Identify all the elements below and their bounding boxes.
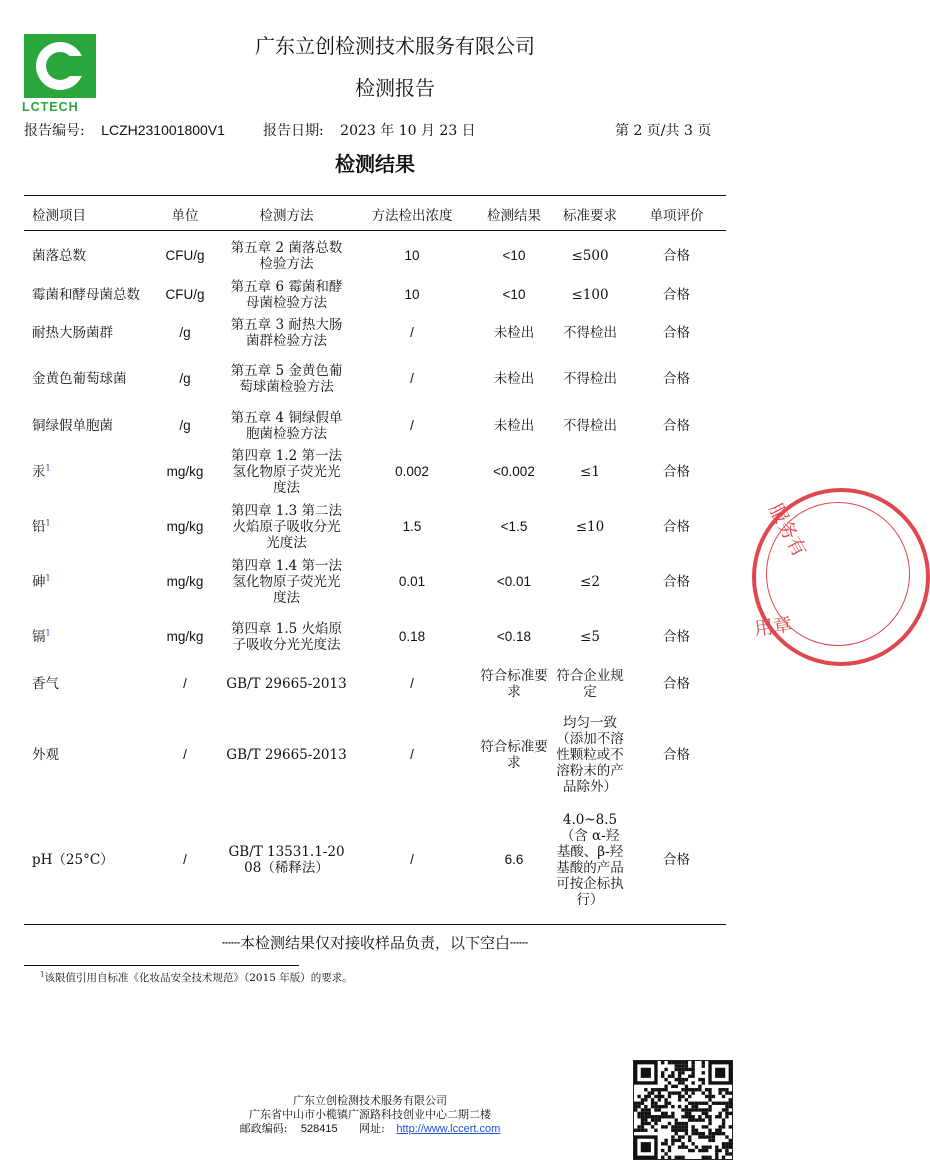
standard-cell: ≤1 bbox=[580, 463, 600, 480]
item-name: pH（25°C） bbox=[32, 851, 114, 868]
footnote-ref: 1 bbox=[45, 573, 51, 582]
unit-cell: / bbox=[183, 747, 187, 762]
lod-cell: / bbox=[410, 851, 414, 867]
lod-cell: 0.002 bbox=[395, 463, 429, 479]
method-cell: 第五章 3 耐热大肠菌群检验方法 bbox=[230, 316, 343, 349]
standard-cell: 不得检出 bbox=[563, 371, 617, 387]
method-cell: GB/T 29665-2013 bbox=[226, 747, 347, 763]
standard-cell: 不得检出 bbox=[563, 324, 617, 341]
item-name: 铅 bbox=[32, 518, 46, 535]
verdict-cell: 合格 bbox=[663, 573, 690, 590]
result-cell: 未检出 bbox=[493, 417, 535, 433]
method-cell: GB/T 29665-2013 bbox=[226, 675, 347, 692]
lod-cell: 10 bbox=[404, 286, 420, 302]
item-cell bbox=[24, 407, 146, 444]
header-result: 检测结果 bbox=[487, 207, 541, 224]
verdict-cell: 合格 bbox=[663, 518, 690, 535]
table-row bbox=[24, 664, 726, 703]
result-cell: <0.18 bbox=[496, 628, 532, 644]
result-cell: 未检出 bbox=[493, 324, 535, 340]
footer-contact bbox=[0, 1120, 740, 1136]
verdict-cell: 合格 bbox=[663, 247, 690, 264]
website-link[interactable]: http://www.lccert.com bbox=[396, 1123, 501, 1135]
item-cell bbox=[24, 444, 146, 499]
header-standard: 标准要求 bbox=[563, 207, 617, 224]
header-unit: 单位 bbox=[171, 207, 199, 224]
unit-cell: /g bbox=[179, 324, 191, 340]
footnote-ref: 1 bbox=[45, 628, 51, 637]
standard-cell: ≤10 bbox=[575, 518, 605, 535]
report-date-label: 报告日期: bbox=[263, 123, 324, 139]
unit-cell: CFU/g bbox=[165, 286, 205, 302]
table-row bbox=[24, 499, 726, 554]
result-cell: 未检出 bbox=[493, 371, 535, 386]
postcode-label: 邮政编码: bbox=[239, 1122, 288, 1135]
end-note: ┄┄本检测结果仅对接收样品负责，以下空白┄┄ bbox=[221, 934, 529, 952]
footer-company: 广东立创检测技术服务有限公司 bbox=[293, 1094, 447, 1107]
table-top-rule bbox=[24, 195, 726, 196]
official-stamp bbox=[752, 488, 930, 666]
result-cell: <10 bbox=[502, 247, 526, 263]
result-cell: 6.6 bbox=[504, 851, 524, 867]
table-row bbox=[24, 236, 726, 275]
header-method: 检测方法 bbox=[259, 207, 314, 224]
unit-cell: / bbox=[183, 851, 187, 867]
item-cell bbox=[24, 351, 146, 407]
standard-cell: 符合企业规定 bbox=[556, 667, 624, 700]
item-name: 耐热大肠菌群 bbox=[32, 324, 113, 341]
method-cell: 第五章 4 铜绿假单胞菌检验方法 bbox=[230, 409, 343, 442]
standard-cell: 均匀一致（添加不溶性颗粒或不溶粉末的产品除外） bbox=[556, 715, 624, 795]
method-cell: 第五章 5 金黄色葡萄球菌检验方法 bbox=[230, 363, 343, 395]
unit-cell: mg/kg bbox=[166, 573, 204, 589]
item-cell bbox=[24, 807, 146, 912]
unit-cell: mg/kg bbox=[166, 628, 204, 644]
standard-cell: 4.0~8.5（含 α-羟基酸、β-羟基酸的产品可按企标执行） bbox=[556, 811, 624, 908]
standard-cell: ≤2 bbox=[580, 573, 600, 590]
section-title: 检测结果 bbox=[335, 152, 415, 176]
results-table bbox=[24, 200, 726, 912]
lod-cell: / bbox=[410, 371, 414, 386]
document-title: 检测报告 bbox=[355, 76, 435, 100]
item-cell bbox=[24, 499, 146, 554]
website-label: 网址: bbox=[359, 1122, 385, 1135]
verdict-cell: 合格 bbox=[663, 675, 690, 692]
registered-mark: ® bbox=[87, 34, 96, 44]
item-cell bbox=[24, 275, 146, 314]
method-cell: 第五章 6 霉菌和酵母菌检验方法 bbox=[230, 278, 343, 311]
report-number-label: 报告编号: bbox=[24, 123, 85, 139]
table-row bbox=[24, 275, 726, 314]
footer-address: 广东省中山市小榄镇广源路科技创业中心二期二楼 bbox=[249, 1108, 491, 1121]
verdict-cell: 合格 bbox=[663, 286, 690, 303]
item-cell bbox=[24, 703, 146, 807]
verdict-cell: 合格 bbox=[663, 463, 690, 480]
table-row bbox=[24, 703, 726, 807]
verdict-cell: 合格 bbox=[663, 747, 690, 763]
result-cell: <1.5 bbox=[500, 518, 528, 534]
report-number bbox=[24, 120, 225, 140]
footnote-marker: 1 bbox=[40, 970, 45, 979]
result-cell: <0.002 bbox=[493, 463, 535, 479]
stamp-text-bottom: 用章 bbox=[752, 613, 794, 641]
unit-cell: /g bbox=[179, 371, 191, 386]
qr-code-icon bbox=[633, 1060, 733, 1160]
verdict-cell: 合格 bbox=[663, 371, 690, 387]
footnote-ref: 1 bbox=[45, 518, 51, 527]
standard-cell: ≤500 bbox=[571, 247, 609, 264]
header-verdict: 单项评价 bbox=[649, 207, 704, 224]
lod-cell: 10 bbox=[404, 247, 420, 263]
page-number: 第 2 页/共 3 页 bbox=[615, 123, 712, 139]
footnote-text: 该限值引用自标准《化妆品安全技术规范》（2015 年版）的要求。 bbox=[44, 972, 353, 984]
verdict-cell: 合格 bbox=[663, 851, 690, 868]
table-row bbox=[24, 444, 726, 499]
item-name: 金黄色葡萄球菌 bbox=[32, 371, 127, 387]
table-row bbox=[24, 609, 726, 664]
unit-cell: /g bbox=[179, 417, 191, 433]
footnote bbox=[40, 970, 353, 985]
unit-cell: mg/kg bbox=[166, 518, 204, 534]
item-name: 霉菌和酵母菌总数 bbox=[32, 286, 140, 303]
standard-cell: ≤100 bbox=[571, 286, 609, 303]
unit-cell: / bbox=[183, 675, 187, 691]
item-cell bbox=[24, 609, 146, 664]
footnote-rule bbox=[24, 965, 299, 966]
lod-cell: / bbox=[410, 747, 414, 762]
table-row bbox=[24, 554, 726, 609]
report-date-value: 2023 年 10 月 23 日 bbox=[340, 123, 476, 139]
postcode-value: 528415 bbox=[300, 1123, 338, 1135]
footnote-ref: 1 bbox=[45, 463, 51, 472]
logo-text: LCTECH bbox=[22, 100, 79, 114]
standard-cell: 不得检出 bbox=[563, 417, 617, 434]
item-cell bbox=[24, 664, 146, 703]
item-name: 外观 bbox=[32, 747, 59, 763]
lod-cell: 1.5 bbox=[402, 518, 422, 534]
lod-cell: / bbox=[410, 675, 414, 691]
method-cell: 第四章 1.3 第二法 火焰原子吸收分光光度法 bbox=[230, 502, 343, 551]
header-lod: 方法检出浓度 bbox=[371, 207, 453, 224]
method-cell: 第四章 1.4 第一法 氢化物原子荧光光度法 bbox=[230, 557, 343, 606]
item-name: 砷 bbox=[32, 573, 46, 590]
verdict-cell: 合格 bbox=[663, 628, 690, 645]
lod-cell: / bbox=[410, 417, 414, 433]
stamp-text-top: 服务有 bbox=[764, 499, 811, 561]
table-row bbox=[24, 807, 726, 912]
table-row bbox=[24, 407, 726, 444]
method-cell: 第四章 1.2 第一法 氢化物原子荧光光度法 bbox=[230, 447, 343, 496]
company-name: 广东立创检测技术服务有限公司 bbox=[255, 34, 535, 58]
item-name: 镉 bbox=[32, 628, 46, 645]
result-cell: 符合标准要求 bbox=[480, 739, 548, 770]
method-cell: 第五章 2 菌落总数检验方法 bbox=[230, 239, 343, 272]
unit-cell: mg/kg bbox=[166, 463, 204, 479]
table-row bbox=[24, 314, 726, 351]
report-date bbox=[263, 120, 476, 140]
item-name: 菌落总数 bbox=[32, 247, 86, 264]
lod-cell: / bbox=[410, 324, 414, 340]
table-header-row bbox=[24, 200, 726, 227]
item-cell bbox=[24, 554, 146, 609]
table-bottom-rule bbox=[24, 924, 726, 925]
result-cell: <0.01 bbox=[496, 573, 532, 589]
verdict-cell: 合格 bbox=[663, 324, 690, 341]
report-number-value: LCZH231001800V1 bbox=[101, 122, 225, 138]
result-cell: 符合标准要求 bbox=[480, 667, 548, 699]
item-cell bbox=[24, 236, 146, 275]
standard-cell: ≤5 bbox=[580, 628, 600, 645]
table-row bbox=[24, 351, 726, 407]
lod-cell: 0.01 bbox=[398, 573, 426, 589]
item-name: 香气 bbox=[32, 675, 59, 692]
method-cell: 第四章 1.5 火焰原子吸收分光光度法 bbox=[230, 620, 343, 653]
result-cell: <10 bbox=[502, 286, 526, 302]
lod-cell: 0.18 bbox=[398, 628, 426, 644]
unit-cell: CFU/g bbox=[165, 247, 205, 263]
item-name: 汞 bbox=[32, 463, 46, 480]
item-cell bbox=[24, 314, 146, 351]
header-item: 检测项目 bbox=[32, 207, 86, 224]
item-name: 铜绿假单胞菌 bbox=[32, 417, 113, 434]
method-cell: GB/T 13531.1-2008（稀释法） bbox=[228, 843, 345, 876]
verdict-cell: 合格 bbox=[663, 417, 690, 434]
